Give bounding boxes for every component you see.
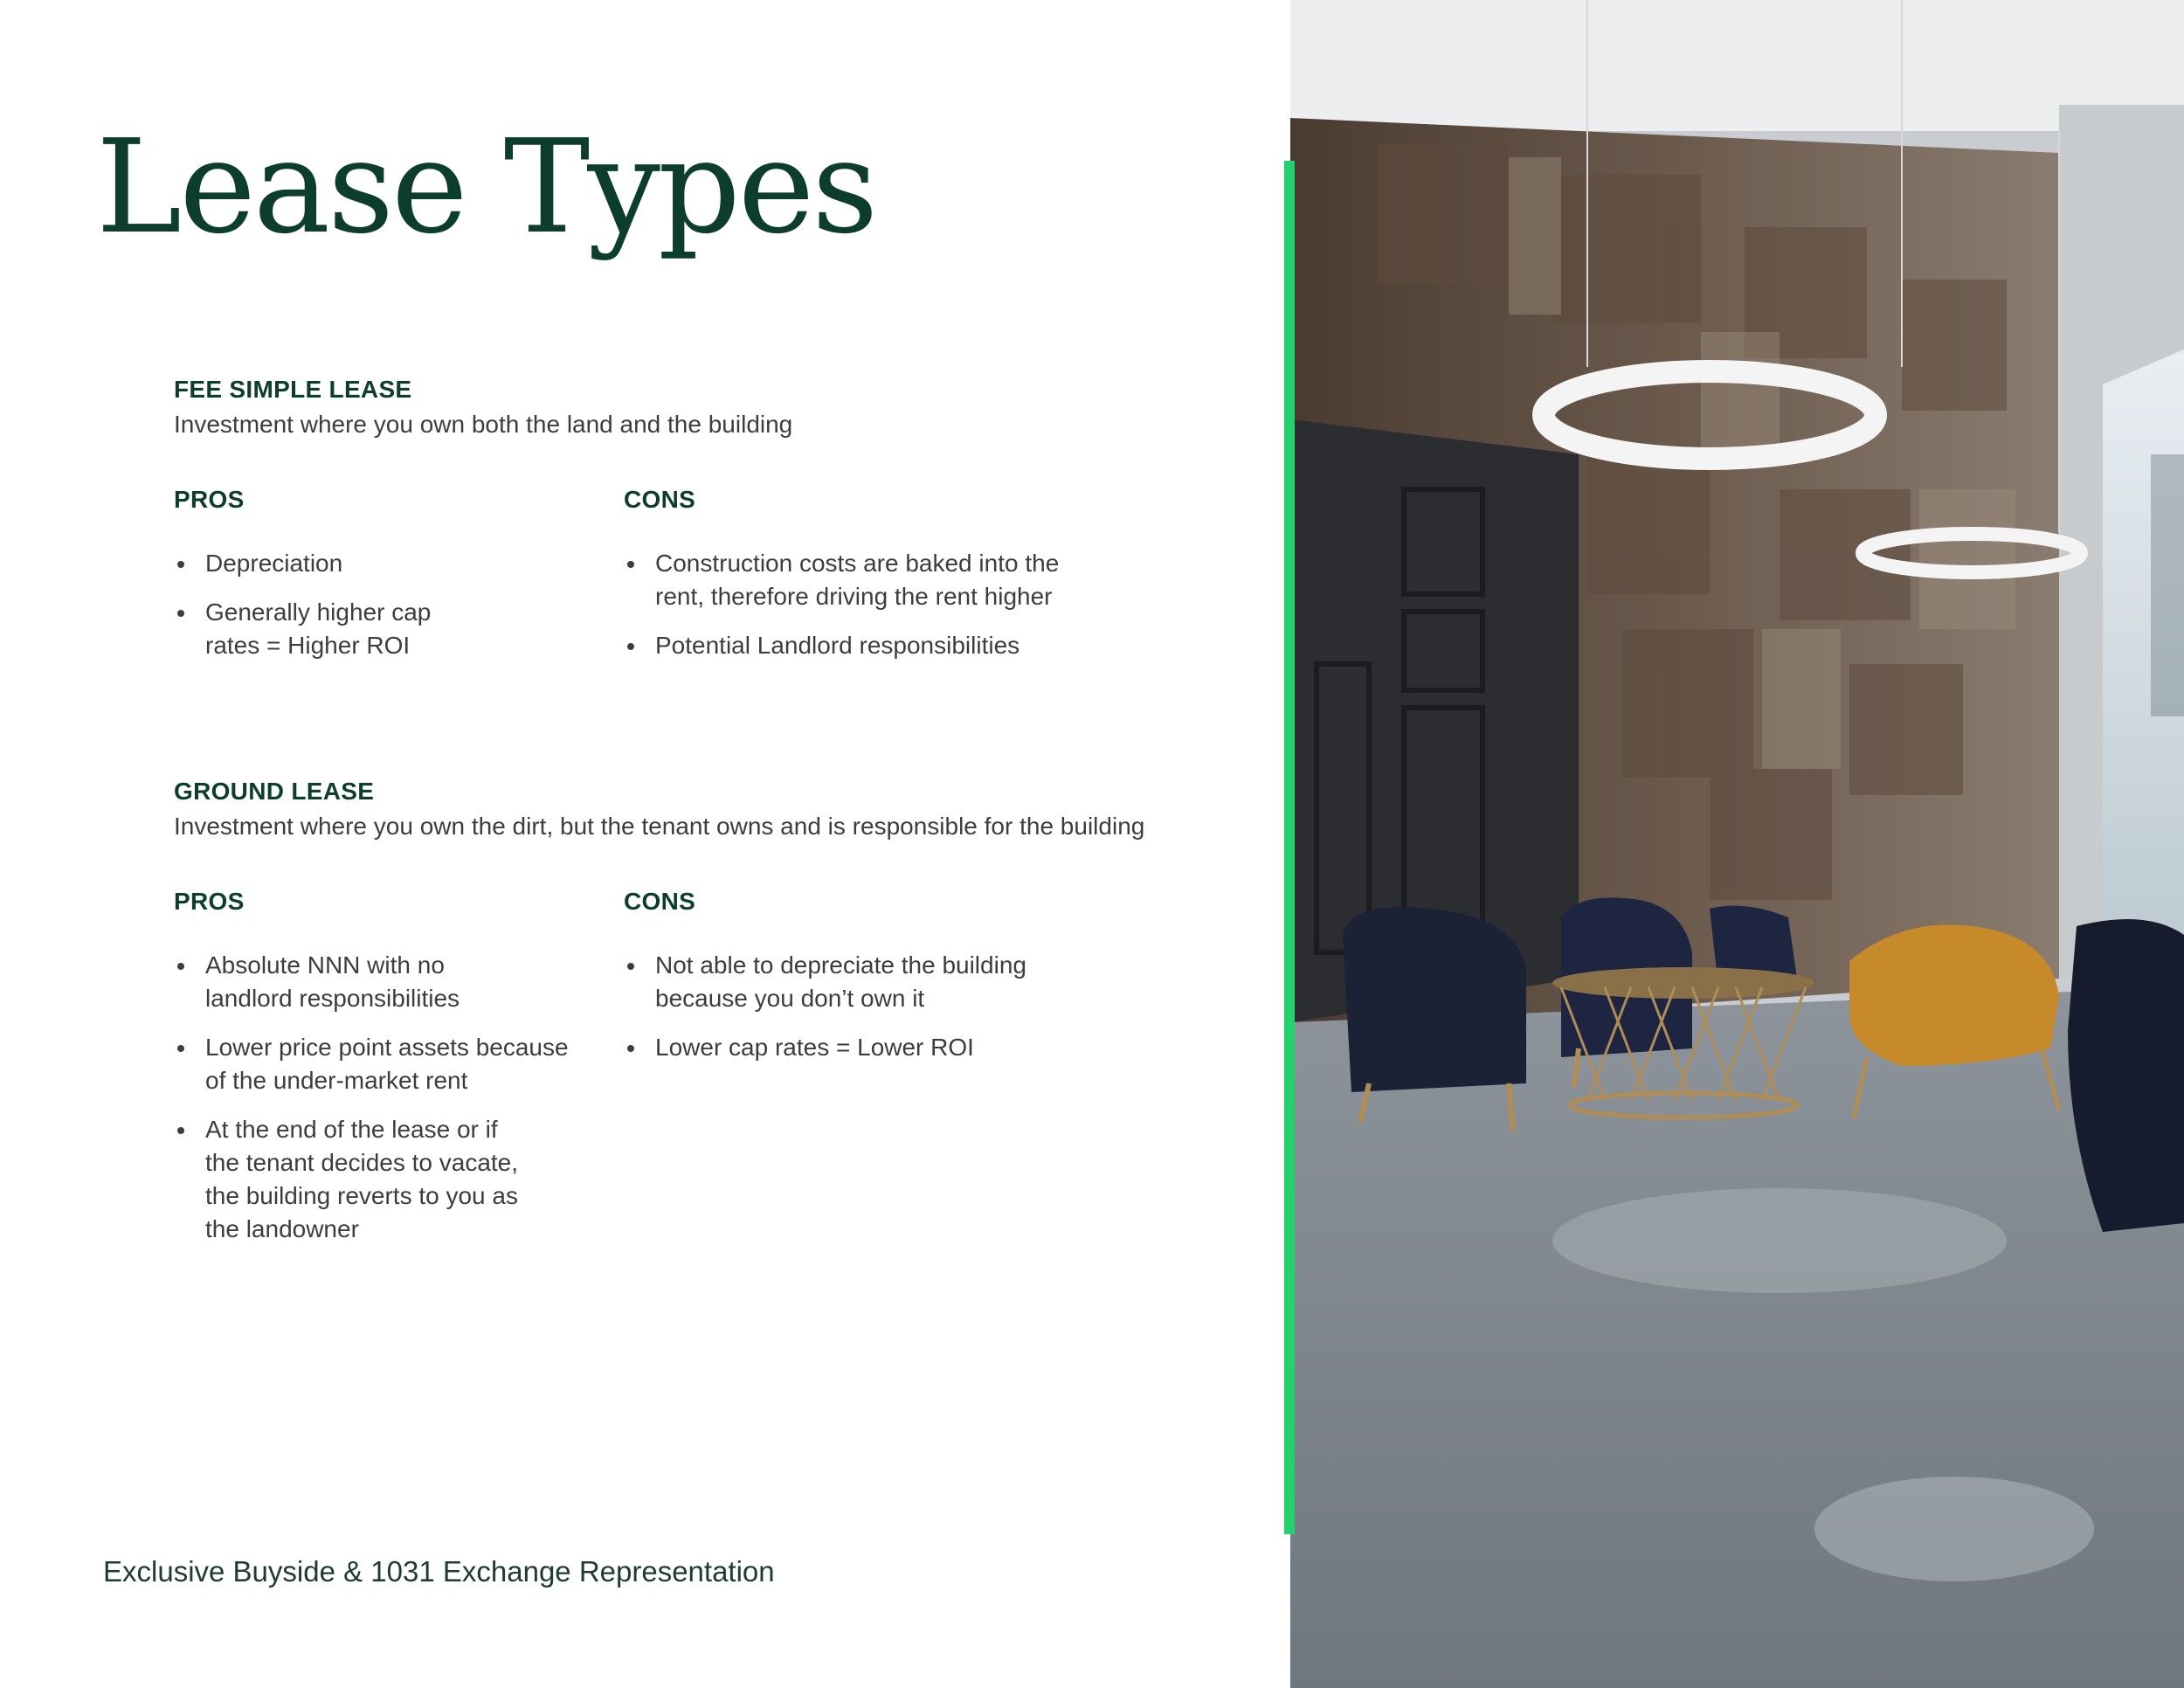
footer-tagline: Exclusive Buyside & 1031 Exchange Representation: [103, 1555, 775, 1588]
list-item: Absolute NNN with no landlord responsibilities: [174, 949, 462, 1015]
interior-lobby-photo: [1290, 0, 2184, 1688]
pros-heading: PROS: [174, 485, 245, 513]
list-item: Generally higher cap rates = Higher ROI: [174, 596, 462, 662]
accent-bar: [1284, 161, 1295, 1534]
section-heading: FEE SIMPLE LEASE: [174, 376, 412, 403]
pros-cons-columns: [174, 886, 1257, 1410]
cons-list: [624, 949, 1113, 1064]
section-description: Investment where you own both the land and the building: [174, 411, 793, 439]
cons-list: [624, 547, 1113, 662]
pros-list: [174, 547, 584, 662]
pros-list: [174, 949, 584, 1246]
section-heading: GROUND LEASE: [174, 778, 375, 805]
pros-column: [174, 484, 584, 678]
section-description: Investment where you own the dirt, but the tenant owns and is responsible for the building: [174, 813, 1145, 841]
list-item: Not able to depreciate the building because you don’t own it: [624, 949, 1043, 1015]
cons-column: [624, 886, 1113, 1080]
pros-column: [174, 886, 584, 1262]
list-item: Potential Landlord responsibilities: [624, 629, 1113, 662]
cons-heading: CONS: [624, 887, 696, 915]
list-item: Lower price point assets because of the under-market rent: [174, 1031, 576, 1097]
ground-lease-section: [174, 776, 1257, 1410]
cons-column: [624, 484, 1113, 678]
cons-heading: CONS: [624, 485, 696, 513]
list-item: Lower cap rates = Lower ROI: [624, 1031, 1078, 1064]
pros-heading: PROS: [174, 887, 245, 915]
page-title: Lease Types: [96, 112, 876, 262]
list-item: Construction costs are baked into the rent, therefore driving the rent higher: [624, 547, 1095, 613]
list-item: At the end of the lease or if the tenant decides to vacate, the building reverts to you as the landowner: [174, 1113, 532, 1246]
list-item: Depreciation: [174, 547, 436, 580]
